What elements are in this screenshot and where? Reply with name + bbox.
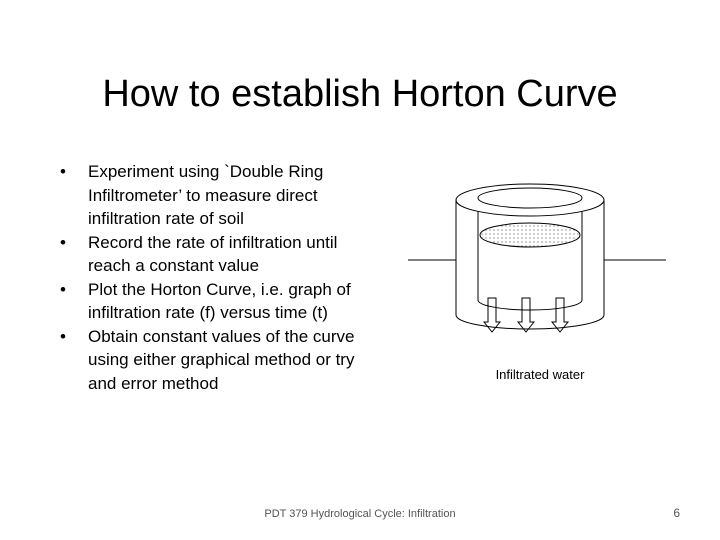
bullet-text: Plot the Horton Curve, i.e. graph of infiltration rate (f) versus time (t) (88, 279, 351, 322)
inner-ring-top (478, 188, 582, 208)
page-number: 6 (673, 506, 680, 520)
bullet-item (60, 160, 360, 231)
bullet-text: Obtain constant values of the curve using either graphical method or try and error method (88, 326, 355, 393)
bullet-dot-icon: • (60, 326, 66, 346)
bullet-text: Record the rate of infiltration until reach a constant value (88, 232, 338, 275)
bullet-item (60, 325, 360, 396)
bullet-item (60, 278, 360, 325)
bullet-list (60, 160, 360, 395)
bullet-text: Experiment using `Double Ring Infiltrometer’ to measure direct infiltration rate of soil (88, 162, 324, 228)
double-ring-infiltrometer-diagram (400, 180, 680, 390)
water-surface (480, 223, 580, 247)
bullet-dot-icon: • (60, 232, 66, 252)
bullet-dot-icon: • (60, 279, 66, 299)
footer-text: PDT 379 Hydrological Cycle: Infiltration (264, 508, 456, 520)
bullet-item (60, 231, 360, 278)
bullet-dot-icon: • (60, 162, 66, 181)
infiltration-arrow-icon (518, 298, 534, 332)
slide-title: How to establish Horton Curve (102, 73, 618, 115)
diagram-caption: Infiltrated water (495, 367, 585, 382)
